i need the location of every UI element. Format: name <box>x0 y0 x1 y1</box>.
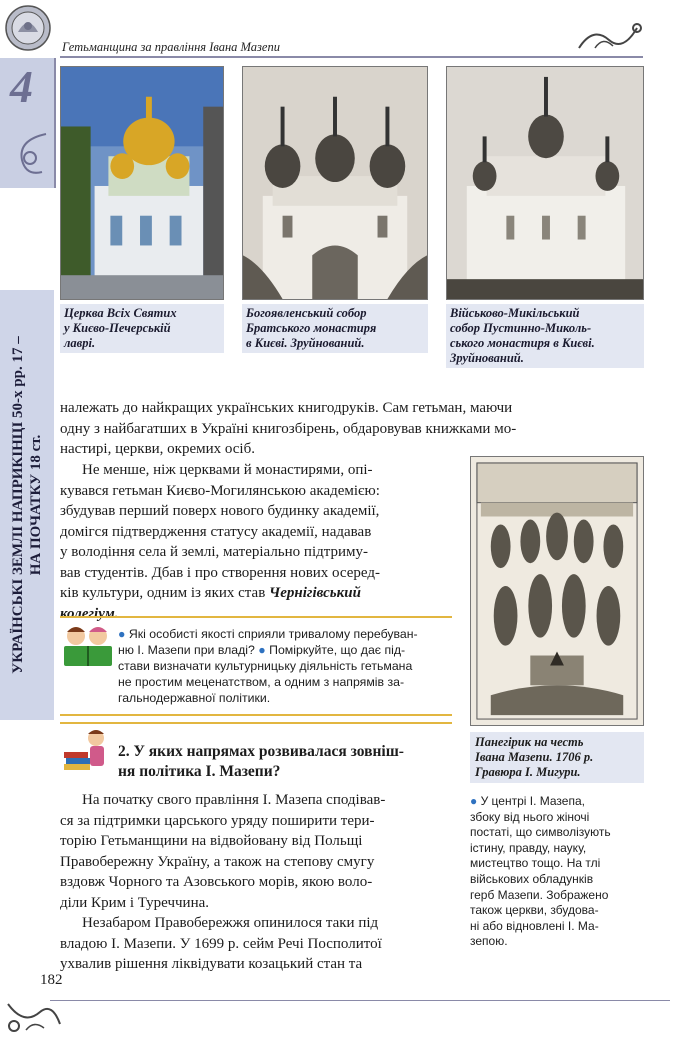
page-number: 182 <box>40 972 63 988</box>
books-kids-icon <box>62 726 110 772</box>
chapter-number: 4 <box>10 61 33 112</box>
bullet-icon: ● <box>258 643 266 657</box>
footer-ornament-icon <box>4 996 64 1036</box>
side-title <box>9 295 45 715</box>
paragraph-2: Не менше, ніж церквами й монастирями, опі- кувався гетьман Києво-Могилянською академією: збудував перший поверх нового будинку академії, домігся підтвердження статусу академії, надавав у володіння села й землі, матеріально підтриму- вав студентів. Дбав і про створення нових осеред- ків культури, одним із яких став Чернігівський колегіум. <box>60 462 381 622</box>
bullet-icon: ● <box>470 794 478 808</box>
engraving-note: ● У центрі І. Мазепа, збоку від нього жіночі постаті, що символізують істину, правду, науку, мистецтво тощо. На тлі військових обладунків герб Мазепи. Зображено також церкви, збудова- ні або відновлені І. Ма- зепою. <box>470 794 611 949</box>
running-header: Гетьманщина за правління Івана Мазепи <box>62 40 280 54</box>
section-2-text: На початку свого правління І. Мазепа сподівав- ся за підтримки царського уряду поширити тери- торію Гетьманщини на відвойовану від Польщі Правобережну Україну, а також на степову смугу вздовж Чорного та Азовського морів, якою воло- діли Крим і Туреччина. Незабаром Правобережжя опинилося таки під владою І. Мазепи. У 1699 р. сейм Речі Посполитої ухвалив рішення ліквідувати козацький стан та <box>60 792 386 972</box>
photo-caption-1: Церква Всіх Святих у Києво-Печерській лаврі. <box>60 304 224 353</box>
header-rule <box>60 56 643 58</box>
footer-rule <box>50 1000 670 1001</box>
bullet-icon: ● <box>118 627 126 641</box>
section-rule <box>60 722 452 724</box>
kids-reading-icon <box>62 622 114 670</box>
publisher-seal-icon <box>4 4 52 52</box>
photo-military-nicholas-cathedral <box>446 66 644 300</box>
paragraph-1: належать до найкращих українських книгодруків. Сам гетьман, маючи одну з найбагатших в Україні книгозбірень, обдаровував книжками мо- настирі, церкви, окремих осіб. <box>60 400 517 457</box>
side-title-line-2: НА ПОЧАТКУ 18 ст. <box>28 434 44 576</box>
section-2-heading: 2. У яких напрямах розвивалася зовніш- ня політика І. Мазепи? <box>118 743 404 780</box>
photo-caption-2: Богоявленський собор Братського монастиря в Києві. Зруйнований. <box>242 304 428 353</box>
photo-epiphany-cathedral <box>242 66 428 300</box>
side-title-line-1: УКРАЇНСЬКІ ЗЕМЛІ НАПРИКІНЦІ 50-х рр. 17 – <box>10 336 26 674</box>
ornament-icon <box>575 18 645 56</box>
chapter-ornament-icon <box>8 130 52 180</box>
engraving-panegyric-image <box>470 456 644 726</box>
question-text: ● Які особисті якості сприяли тривалому перебуван- ню І. Мазепи при владі? ● Поміркуйте, що дає під- стави визначати культурницьку діяльність гетьмана не простим меценатством, а одним з напрямів за- гальнодержавної політики. <box>118 627 418 705</box>
photo-church-all-saints <box>60 66 224 300</box>
term-chernihiv-collegium: Чернігівський <box>269 585 361 601</box>
engraving-caption: Панегірик на честь Івана Мазепи. 1706 р. Гравюра І. Мигури. <box>470 732 644 783</box>
photo-caption-3: Військово-Микільський собор Пустинно-Миколь- ського монастиря в Києві. Зруйнований. <box>446 304 644 368</box>
